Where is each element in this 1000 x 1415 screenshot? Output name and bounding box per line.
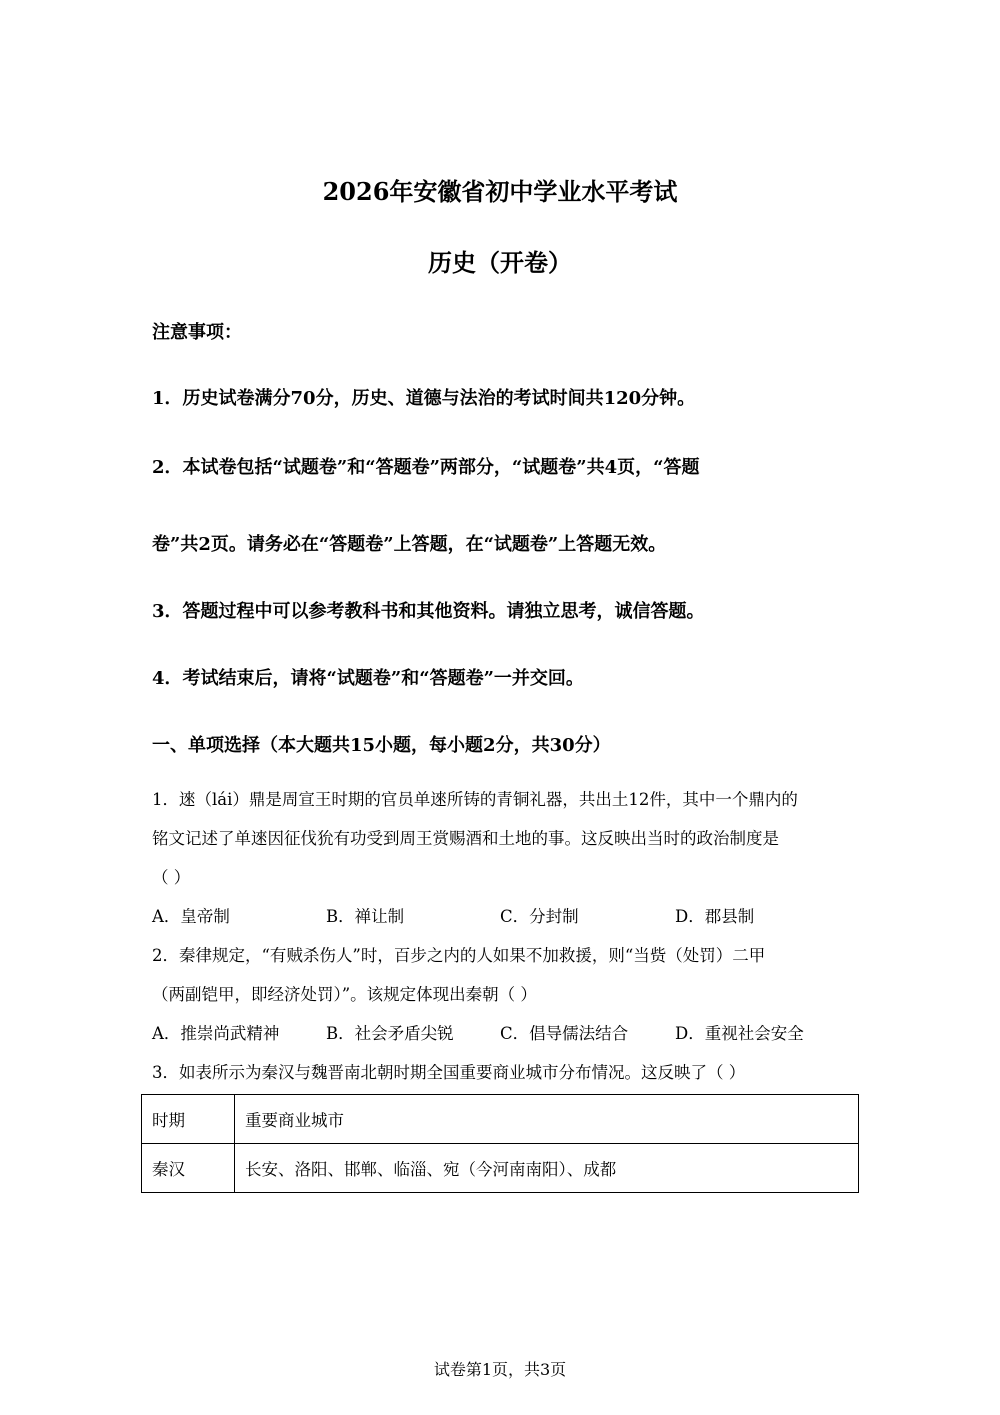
question-2-option-c: C．倡导儒法结合 (500, 1024, 629, 1043)
notice-item-2-line-1: 2．本试卷包括“试题卷”和“答题卷”两部分，“试题卷”共4页，“答题 (152, 457, 700, 478)
table-cell: 长安、洛阳、邯郸、临淄、宛（今河南南阳）、成都 (235, 1144, 859, 1193)
city-table (141, 1094, 859, 1193)
section-heading: 一、单项选择（本大题共15小题，每小题2分，共30分） (152, 735, 611, 756)
question-2-line-1: 2．秦律规定，“有贼杀伤人”时，百步之内的人如果不加救援，则“当赀（处罚）二甲 (152, 946, 766, 965)
question-1-option-d: D．郡县制 (675, 907, 755, 926)
question-1-option-c: C．分封制 (500, 907, 579, 926)
page-footer: 试卷第1页，共3页 (433, 1360, 567, 1379)
notice-item-4: 4．考试结束后，请将“试题卷”和“答题卷”一并交回。 (152, 668, 584, 689)
question-1-option-b: B．禅让制 (326, 907, 405, 926)
notice-item-2-line-2: 卷”共2页。请务必在“答题卷”上答题，在“试题卷”上答题无效。 (152, 534, 667, 555)
table-header-row (142, 1095, 859, 1144)
table-cell: 秦汉 (142, 1144, 235, 1193)
table-header-cell: 重要商业城市 (235, 1095, 859, 1144)
question-1-line-2: 铭文记述了单逨因征伐狁有功受到周王赏赐酒和土地的事。这反映出当时的政治制度是 (152, 829, 779, 848)
question-1-line-1: 1．逨（lái）鼎是周宣王时期的官员单逨所铸的青铜礼器，共出土12件，其中一个鼎内的 (152, 790, 798, 809)
notice-item-1: 1．历史试卷满分70分，历史、道德与法治的考试时间共120分钟。 (152, 388, 696, 409)
exam-title: 2026年安徽省初中学业水平考试 (322, 177, 678, 206)
question-1-option-a: A．皇帝制 (152, 907, 230, 926)
question-2-line-2: （两副铠甲，即经济处罚）”。该规定体现出秦朝（ ） (152, 985, 537, 1004)
question-3-line-1: 3．如表所示为秦汉与魏晋南北朝时期全国重要商业城市分布情况。这反映了（ ） (152, 1063, 746, 1082)
question-2-option-b: B．社会矛盾尖锐 (326, 1024, 454, 1043)
table-header-cell: 时期 (142, 1095, 235, 1144)
notice-item-3: 3．答题过程中可以参考教科书和其他资料。请独立思考，诚信答题。 (152, 601, 705, 622)
exam-subtitle: 历史（开卷） (428, 248, 572, 277)
question-2-option-a: A．推崇尚武精神 (152, 1024, 280, 1043)
question-2-option-d: D．重视社会安全 (675, 1024, 804, 1043)
question-1-line-3: （ ） (152, 868, 191, 887)
notice-heading: 注意事项： (152, 322, 242, 343)
table-row (142, 1144, 859, 1193)
